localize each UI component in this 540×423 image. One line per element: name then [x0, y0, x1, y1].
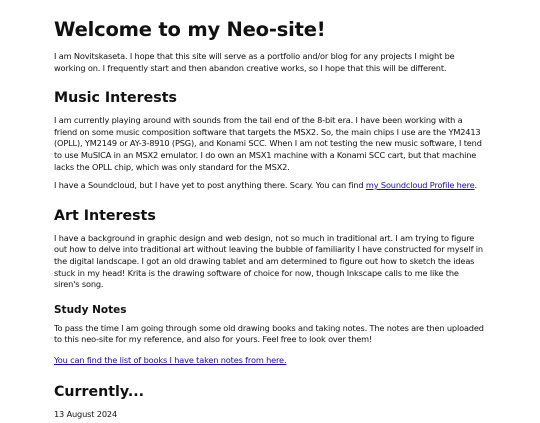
page-title: Welcome to my Neo-site!	[54, 18, 326, 41]
music-interests-heading: Music Interests	[54, 90, 177, 107]
soundcloud-text: I have a Soundcloud, but I have yet to post anything there. Scary. You can find	[54, 180, 366, 191]
art-interests-heading: Art Interests	[54, 207, 156, 224]
study-notes-heading: Study Notes	[54, 303, 127, 316]
soundcloud-profile-link[interactable]: my Soundcloud Profile here	[365, 180, 475, 191]
book-notes-list-link[interactable]: You can find the list of books I have taken notes from here.	[54, 354, 287, 365]
currently-heading: Currently...	[54, 383, 144, 400]
page-content	[0, 18, 540, 423]
currently-date: 13 August 2024	[54, 408, 118, 419]
music-paragraph: I am currently playing around with sounds from the tail end of the 8-bit era. I have been working with a friend on some music composition software that targets the MSX2. So, the main chips I use are the YM2413 (OPLL), YM2149 or AY-3-8910 (PSG), and Konami SCC. When I am not testing the new music software, I tend to use MuSICA in an MSX2 emulator. I do own an MSX1 machine with a Konami SCC cart, but that machine lacks the OPLL chip, which was only standard for the MSX2.	[54, 115, 482, 172]
study-notes-paragraph: To pass the time I am going through some old drawing books and taking notes. The notes are then uploaded to this neo-site for my reference, and also for yours. Feel free to look over them!	[54, 322, 484, 345]
study-notes-link-paragraph	[54, 355, 486, 367]
intro-paragraph: I am Novitskaseta. I hope that this site will serve as a portfolio and/or blog for any projects I might be working on. I frequently start and then abandon creative works, so I hope that this will be different.	[54, 51, 455, 73]
soundcloud-text-end: .	[474, 180, 477, 191]
art-paragraph: I have a background in graphic design and web design, not so much in traditional art. I am trying to figure out how to delve into traditional art without leaving the bubble of familiarity I have constructed for myself in the digital landscape. I got an old drawing tablet and am determined to figure out how to sketch the ideas stuck in my head! Krita is the drawing software of choice for now, though Inkscape calls to me like the siren's song.	[54, 232, 483, 290]
soundcloud-paragraph	[54, 180, 486, 192]
